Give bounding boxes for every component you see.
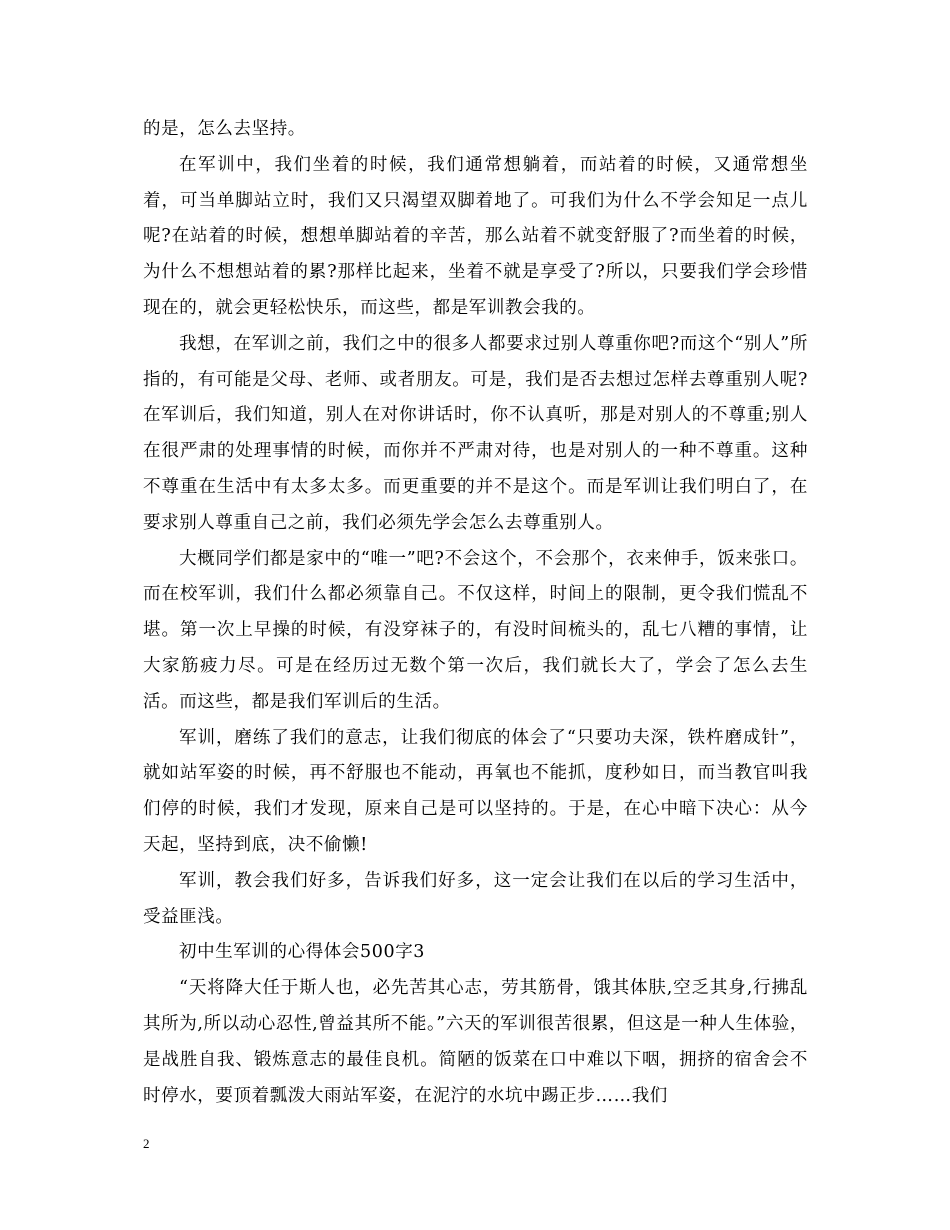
document-body (143, 112, 808, 1114)
paragraph-quote: “天将降大任于斯人也，必先苦其心志，劳其筋骨，饿其体肤,空乏其身,行拂乱其所为,所以动心忍性,曾益其所不能。”六天的军训很苦很累，但这是一种人生体验，是战胜自我、锻炼意志的最佳良机。简陋的饭菜在口中难以下咽，拥挤的宿舍会不时停水，要顶着瓢泼大雨站军姿，在泥泞的水坑中踢正步……我们 (143, 978, 808, 1106)
paragraph-sitting-standing: 在军训中，我们坐着的时候，我们通常想躺着，而站着的时候，又通常想坐着，可当单脚站立时，我们又只渴望双脚着地了。可我们为什么不学会知足一点儿呢?在站着的时候，想想单脚站着的辛苦，那么站着不就变舒服了?而坐着的时候，为什么不想想站着的累?那样比起来，坐着不就是享受了?所以，只要我们学会珍惜现在的，就会更轻松快乐，而这些，都是军训教会我的。 (143, 154, 808, 318)
paragraph-continuation: 的是，怎么去坚持。 (143, 119, 306, 139)
paragraph-self-reliance: 大概同学们都是家中的“唯一”吧?不会这个，不会那个，衣来伸手，饭来张口。而在校军训，我们什么都必须靠自己。不仅这样，时间上的限制，更令我们慌乱不堪。第一次上早操的时候，有没穿袜子的，有没时间梳头的，乱七八糟的事情，让大家筋疲力尽。可是在经历过无数个第一次后，我们就长大了，学会了怎么去生活。而这些，都是我们军训后的生活。 (143, 548, 808, 712)
paragraph-conclusion: 军训，教会我们好多，告诉我们好多，这一定会让我们在以后的学习生活中，受益匪浅。 (143, 870, 808, 927)
section-heading: 初中生军训的心得体会500字3 (179, 942, 426, 963)
paragraph-respect: 我想，在军训之前，我们之中的很多人都要求过别人尊重你吧?而这个“别人”所指的，有可能是父母、老师、或者朋友。可是，我们是否去想过怎样去尊重别人呢?在军训后，我们知道，别人在对你讲话时，你不认真听，那是对别人的不尊重;别人在很严肃的处理事情的时候，而你并不严肃对待，也是对别人的一种不尊重。这种不尊重在生活中有太多太多。而更重要的并不是这个。而是军训让我们明白了，在要求别人尊重自己之前，我们必须先学会怎么去尊重别人。 (143, 333, 808, 533)
page-number: 2 (143, 1136, 150, 1151)
paragraph-willpower: 军训，磨练了我们的意志，让我们彻底的体会了“只要功夫深，铁杵磨成针”，就如站军姿的时候，再不舒服也不能动，再氧也不能抓，度秒如日，而当教官叫我们停的时候，我们才发现，原来自己是可以坚持的。于是，在心中暗下决心：从今天起，坚持到底，决不偷懒! (143, 727, 808, 855)
